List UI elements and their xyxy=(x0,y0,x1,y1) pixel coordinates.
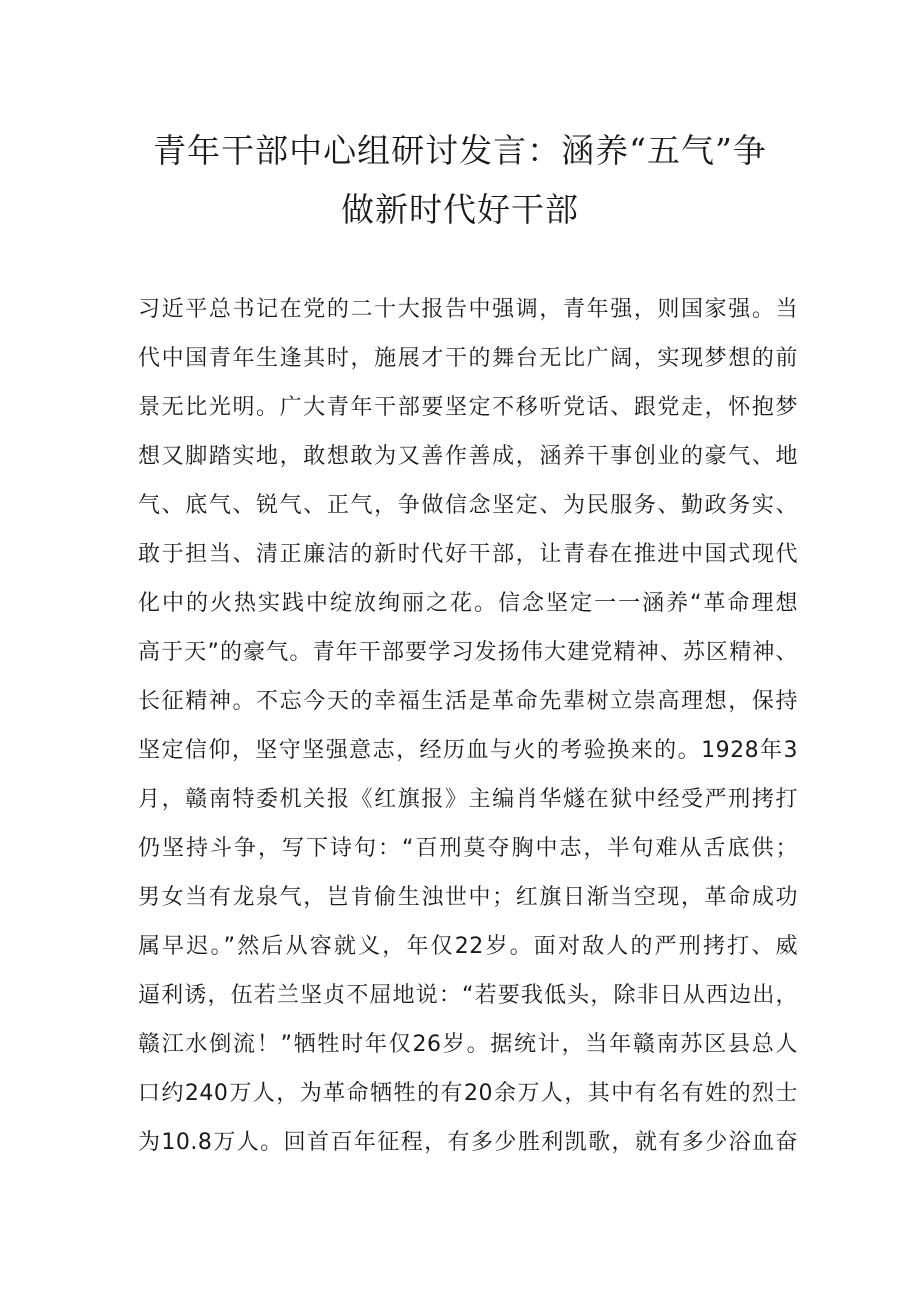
body-line: 敢于担当、清正廉洁的新时代好干部，让青春在推进中国式现代 xyxy=(138,542,798,567)
body-line: 口约240万人，为革命牺牲的有20余万人，其中有名有姓的烈士 xyxy=(138,1081,798,1106)
body-line: 长征精神。不忘今天的幸福生活是革命先辈树立崇高理想，保持 xyxy=(138,689,798,714)
document-body xyxy=(138,292,798,1174)
body-line: 高于天”的豪气。青年干部要学习发扬伟大建党精神、苏区精神、 xyxy=(138,640,798,665)
body-line: 男女当有龙泉气，岂肯偷生浊世中；红旗日渐当空现，革命成功 xyxy=(138,885,798,910)
document-title-line-2: 做新时代好干部 xyxy=(341,190,579,229)
body-line: 属早迟。”然后从容就义，年仅22岁。面对敌人的严刑拷打、威 xyxy=(138,934,798,959)
body-line: 习近平总书记在党的二十大报告中强调，青年强，则国家强。当 xyxy=(138,297,798,322)
body-line: 化中的火热实践中绽放绚丽之花。信念坚定一一涵养“革命理想 xyxy=(138,591,798,616)
body-line: 赣江水倒流！”牺牲时年仅26岁。据统计，当年赣南苏区县总人 xyxy=(138,1032,798,1057)
body-line: 坚定信仰，坚守坚强意志，经历血与火的考验换来的。1928年3 xyxy=(138,738,798,763)
body-line: 逼利诱，伍若兰坚贞不屈地说：“若要我低头，除非日从西边出， xyxy=(138,983,798,1008)
body-line: 代中国青年生逢其时，施展才干的舞台无比广阔，实现梦想的前 xyxy=(138,346,798,371)
body-line: 想又脚踏实地，敢想敢为又善作善成，涵养干事创业的豪气、地 xyxy=(138,444,798,469)
body-line: 为10.8万人。回首百年征程，有多少胜利凯歌，就有多少浴血奋 xyxy=(138,1130,798,1155)
body-line: 仍坚持斗争，写下诗句：“百刑莫夺胸中志，半句难从舌底供； xyxy=(138,836,798,861)
body-line: 气、底气、锐气、正气，争做信念坚定、为民服务、勤政务实、 xyxy=(138,493,798,518)
body-line: 景无比光明。广大青年干部要坚定不移听党话、跟党走，怀抱梦 xyxy=(138,395,798,420)
document-title-line-1: 青年干部中心组研讨发言：涵养“五气”争 xyxy=(153,131,767,170)
body-line: 月，赣南特委机关报《红旗报》主编肖华燧在狱中经受严刑拷打 xyxy=(138,787,798,812)
